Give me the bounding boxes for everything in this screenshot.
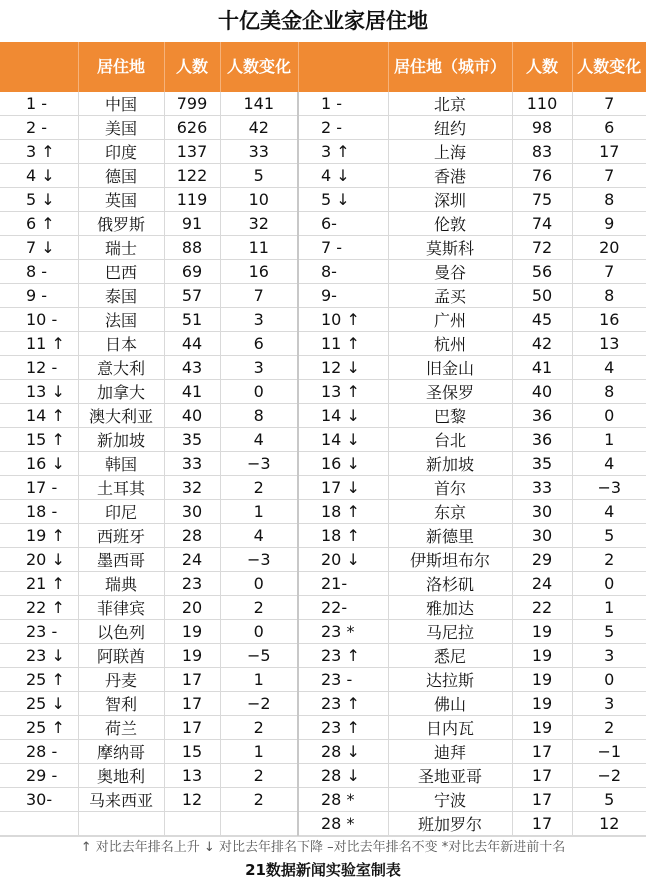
city-rank-cell: 12 ↓: [298, 356, 388, 380]
table-row: [0, 740, 646, 764]
city-rank-cell: 11 ↑: [298, 332, 388, 356]
table-row: [0, 140, 646, 164]
city-count-cell: 35: [512, 452, 572, 476]
city-place-cell: 上海: [388, 140, 512, 164]
country-place-cell: 印度: [78, 140, 164, 164]
table-row: [0, 356, 646, 380]
table-row: [0, 716, 646, 740]
city-count-cell: 17: [512, 788, 572, 812]
header-city-place: 居住地（城市）: [388, 42, 512, 92]
country-count-cell: 51: [164, 308, 220, 332]
city-rank-cell: 6-: [298, 212, 388, 236]
city-change-cell: −1: [572, 740, 646, 764]
city-count-cell: 19: [512, 716, 572, 740]
city-count-cell: 17: [512, 740, 572, 764]
city-place-cell: 纽约: [388, 116, 512, 140]
country-rank-cell: 17 -: [0, 476, 78, 500]
table-row: [0, 500, 646, 524]
country-place-cell: 摩纳哥: [78, 740, 164, 764]
city-place-cell: 佛山: [388, 692, 512, 716]
city-count-cell: 98: [512, 116, 572, 140]
city-count-cell: 42: [512, 332, 572, 356]
country-rank-cell: 28 -: [0, 740, 78, 764]
city-rank-cell: 14 ↓: [298, 428, 388, 452]
table-row: [0, 668, 646, 692]
city-place-cell: 旧金山: [388, 356, 512, 380]
country-place-cell: 瑞典: [78, 572, 164, 596]
header-country-change: 人数变化: [220, 42, 298, 92]
country-count-cell: 57: [164, 284, 220, 308]
table-row: [0, 404, 646, 428]
country-rank-cell: [0, 812, 78, 836]
country-place-cell: 墨西哥: [78, 548, 164, 572]
city-place-cell: 洛杉矶: [388, 572, 512, 596]
country-rank-cell: 19 ↑: [0, 524, 78, 548]
city-change-cell: 5: [572, 788, 646, 812]
country-place-cell: 德国: [78, 164, 164, 188]
table-row: [0, 308, 646, 332]
country-count-cell: 32: [164, 476, 220, 500]
city-rank-cell: 4 ↓: [298, 164, 388, 188]
city-rank-cell: 7 -: [298, 236, 388, 260]
country-count-cell: 19: [164, 644, 220, 668]
city-count-cell: 24: [512, 572, 572, 596]
city-change-cell: 0: [572, 404, 646, 428]
country-count-cell: 17: [164, 692, 220, 716]
city-count-cell: 22: [512, 596, 572, 620]
country-change-cell: 10: [220, 188, 298, 212]
city-rank-cell: 10 ↑: [298, 308, 388, 332]
country-change-cell: 2: [220, 596, 298, 620]
table-header-row: [0, 42, 646, 92]
country-rank-cell: 23 -: [0, 620, 78, 644]
country-count-cell: 19: [164, 620, 220, 644]
country-rank-cell: 30-: [0, 788, 78, 812]
city-change-cell: 7: [572, 164, 646, 188]
country-count-cell: 20: [164, 596, 220, 620]
table-row: [0, 644, 646, 668]
country-rank-cell: 2 -: [0, 116, 78, 140]
country-change-cell: 0: [220, 572, 298, 596]
legend-note: ↑ 对比去年排名上升 ↓ 对比去年排名下降 –对比去年排名不变 *对比去年新进前十名: [0, 836, 646, 859]
country-change-cell: 2: [220, 788, 298, 812]
country-count-cell: 33: [164, 452, 220, 476]
city-count-cell: 19: [512, 644, 572, 668]
country-change-cell: −3: [220, 452, 298, 476]
country-rank-cell: 25 ↑: [0, 716, 78, 740]
country-rank-cell: 13 ↓: [0, 380, 78, 404]
country-rank-cell: 8 -: [0, 260, 78, 284]
city-rank-cell: 23 ↑: [298, 692, 388, 716]
country-place-cell: 奥地利: [78, 764, 164, 788]
country-rank-cell: 20 ↓: [0, 548, 78, 572]
country-place-cell: 西班牙: [78, 524, 164, 548]
table-row: [0, 548, 646, 572]
country-place-cell: 新加坡: [78, 428, 164, 452]
city-count-cell: 19: [512, 668, 572, 692]
city-place-cell: 班加罗尔: [388, 812, 512, 836]
country-change-cell: 0: [220, 620, 298, 644]
table-row: [0, 92, 646, 116]
country-rank-cell: 16 ↓: [0, 452, 78, 476]
city-rank-cell: 18 ↑: [298, 500, 388, 524]
city-change-cell: 1: [572, 428, 646, 452]
city-count-cell: 56: [512, 260, 572, 284]
city-change-cell: 17: [572, 140, 646, 164]
country-count-cell: 69: [164, 260, 220, 284]
city-place-cell: 莫斯科: [388, 236, 512, 260]
country-count-cell: 24: [164, 548, 220, 572]
country-change-cell: −5: [220, 644, 298, 668]
country-place-cell: 智利: [78, 692, 164, 716]
country-change-cell: 3: [220, 356, 298, 380]
city-place-cell: 曼谷: [388, 260, 512, 284]
city-place-cell: 马尼拉: [388, 620, 512, 644]
city-count-cell: 50: [512, 284, 572, 308]
city-place-cell: 伊斯坦布尔: [388, 548, 512, 572]
country-change-cell: 7: [220, 284, 298, 308]
city-rank-cell: 22-: [298, 596, 388, 620]
country-rank-cell: 9 -: [0, 284, 78, 308]
country-rank-cell: 25 ↑: [0, 668, 78, 692]
page-title: 十亿美金企业家居住地: [218, 9, 428, 33]
city-rank-cell: 17 ↓: [298, 476, 388, 500]
country-place-cell: 俄罗斯: [78, 212, 164, 236]
city-rank-cell: 23 -: [298, 668, 388, 692]
city-rank-cell: 8-: [298, 260, 388, 284]
city-change-cell: 4: [572, 500, 646, 524]
city-place-cell: 伦敦: [388, 212, 512, 236]
country-rank-cell: 10 -: [0, 308, 78, 332]
country-count-cell: 12: [164, 788, 220, 812]
country-place-cell: 丹麦: [78, 668, 164, 692]
country-place-cell: 韩国: [78, 452, 164, 476]
country-change-cell: 33: [220, 140, 298, 164]
table-row: [0, 596, 646, 620]
country-change-cell: 1: [220, 740, 298, 764]
city-place-cell: 圣保罗: [388, 380, 512, 404]
country-count-cell: 43: [164, 356, 220, 380]
city-rank-cell: 5 ↓: [298, 188, 388, 212]
table-row: [0, 692, 646, 716]
city-place-cell: 台北: [388, 428, 512, 452]
city-rank-cell: 21-: [298, 572, 388, 596]
city-rank-cell: 13 ↑: [298, 380, 388, 404]
city-place-cell: 悉尼: [388, 644, 512, 668]
city-place-cell: 新德里: [388, 524, 512, 548]
city-place-cell: 巴黎: [388, 404, 512, 428]
city-place-cell: 日内瓦: [388, 716, 512, 740]
city-rank-cell: 23 ↑: [298, 644, 388, 668]
header-country-count: 人数: [164, 42, 220, 92]
city-count-cell: 110: [512, 92, 572, 116]
table-row: [0, 212, 646, 236]
country-count-cell: 23: [164, 572, 220, 596]
country-place-cell: 日本: [78, 332, 164, 356]
country-change-cell: 6: [220, 332, 298, 356]
country-rank-cell: 1 -: [0, 92, 78, 116]
table-row: [0, 812, 646, 836]
city-change-cell: 8: [572, 284, 646, 308]
table-row: [0, 452, 646, 476]
country-change-cell: 42: [220, 116, 298, 140]
country-rank-cell: 22 ↑: [0, 596, 78, 620]
city-rank-cell: 28 *: [298, 788, 388, 812]
table-row: [0, 572, 646, 596]
country-place-cell: 巴西: [78, 260, 164, 284]
country-change-cell: 4: [220, 524, 298, 548]
city-place-cell: 圣地亚哥: [388, 764, 512, 788]
city-count-cell: 76: [512, 164, 572, 188]
country-place-cell: 中国: [78, 92, 164, 116]
city-change-cell: 20: [572, 236, 646, 260]
table-row: [0, 116, 646, 140]
country-change-cell: 11: [220, 236, 298, 260]
city-change-cell: 5: [572, 620, 646, 644]
city-change-cell: −3: [572, 476, 646, 500]
country-place-cell: 澳大利亚: [78, 404, 164, 428]
header-city-count: 人数: [512, 42, 572, 92]
country-count-cell: 15: [164, 740, 220, 764]
country-place-cell: 法国: [78, 308, 164, 332]
country-count-cell: 35: [164, 428, 220, 452]
country-place-cell: 印尼: [78, 500, 164, 524]
country-place-cell: [78, 812, 164, 836]
city-rank-cell: 2 -: [298, 116, 388, 140]
country-place-cell: 菲律宾: [78, 596, 164, 620]
city-change-cell: 2: [572, 716, 646, 740]
country-change-cell: 2: [220, 764, 298, 788]
city-change-cell: 4: [572, 452, 646, 476]
city-change-cell: 9: [572, 212, 646, 236]
country-place-cell: 英国: [78, 188, 164, 212]
city-place-cell: 宁波: [388, 788, 512, 812]
country-change-cell: 5: [220, 164, 298, 188]
city-count-cell: 36: [512, 428, 572, 452]
city-change-cell: 8: [572, 380, 646, 404]
city-count-cell: 30: [512, 524, 572, 548]
country-rank-cell: 21 ↑: [0, 572, 78, 596]
header-city-rank: [298, 42, 388, 92]
country-count-cell: 40: [164, 404, 220, 428]
city-place-cell: 新加坡: [388, 452, 512, 476]
table-row: [0, 284, 646, 308]
country-change-cell: 2: [220, 716, 298, 740]
table-row: [0, 524, 646, 548]
country-rank-cell: 6 ↑: [0, 212, 78, 236]
country-count-cell: 119: [164, 188, 220, 212]
city-place-cell: 香港: [388, 164, 512, 188]
country-place-cell: 以色列: [78, 620, 164, 644]
city-count-cell: 29: [512, 548, 572, 572]
header-country-place: 居住地: [78, 42, 164, 92]
city-count-cell: 33: [512, 476, 572, 500]
country-change-cell: [220, 812, 298, 836]
country-count-cell: 17: [164, 716, 220, 740]
country-count-cell: 91: [164, 212, 220, 236]
city-place-cell: 达拉斯: [388, 668, 512, 692]
header-city-change: 人数变化: [572, 42, 646, 92]
country-place-cell: 土耳其: [78, 476, 164, 500]
city-count-cell: 41: [512, 356, 572, 380]
country-change-cell: 4: [220, 428, 298, 452]
header-country-rank: [0, 42, 78, 92]
city-rank-cell: 9-: [298, 284, 388, 308]
city-rank-cell: 20 ↓: [298, 548, 388, 572]
city-change-cell: 0: [572, 572, 646, 596]
city-change-cell: 3: [572, 644, 646, 668]
table-row: [0, 788, 646, 812]
table-body: [0, 92, 646, 836]
country-place-cell: 美国: [78, 116, 164, 140]
country-count-cell: [164, 812, 220, 836]
city-count-cell: 45: [512, 308, 572, 332]
city-place-cell: 北京: [388, 92, 512, 116]
city-count-cell: 17: [512, 764, 572, 788]
country-rank-cell: 12 -: [0, 356, 78, 380]
city-place-cell: 雅加达: [388, 596, 512, 620]
country-count-cell: 122: [164, 164, 220, 188]
city-place-cell: 广州: [388, 308, 512, 332]
country-change-cell: 16: [220, 260, 298, 284]
city-change-cell: 6: [572, 116, 646, 140]
city-change-cell: 12: [572, 812, 646, 836]
country-rank-cell: 14 ↑: [0, 404, 78, 428]
country-rank-cell: 23 ↓: [0, 644, 78, 668]
city-count-cell: 75: [512, 188, 572, 212]
country-change-cell: 0: [220, 380, 298, 404]
country-rank-cell: 18 -: [0, 500, 78, 524]
country-place-cell: 荷兰: [78, 716, 164, 740]
city-count-cell: 17: [512, 812, 572, 836]
city-count-cell: 19: [512, 692, 572, 716]
city-change-cell: 4: [572, 356, 646, 380]
city-count-cell: 74: [512, 212, 572, 236]
city-change-cell: 8: [572, 188, 646, 212]
country-count-cell: 28: [164, 524, 220, 548]
city-count-cell: 30: [512, 500, 572, 524]
city-place-cell: 深圳: [388, 188, 512, 212]
table-row: [0, 260, 646, 284]
city-place-cell: 孟买: [388, 284, 512, 308]
country-rank-cell: 4 ↓: [0, 164, 78, 188]
country-rank-cell: 29 -: [0, 764, 78, 788]
ranking-table: [0, 42, 646, 836]
city-change-cell: 7: [572, 260, 646, 284]
country-change-cell: −2: [220, 692, 298, 716]
country-change-cell: 3: [220, 308, 298, 332]
city-change-cell: 0: [572, 668, 646, 692]
table-row: [0, 620, 646, 644]
city-rank-cell: 18 ↑: [298, 524, 388, 548]
country-change-cell: 8: [220, 404, 298, 428]
city-place-cell: 杭州: [388, 332, 512, 356]
city-rank-cell: 16 ↓: [298, 452, 388, 476]
city-rank-cell: 28 ↓: [298, 740, 388, 764]
footer-credit: 21数据新闻实验室制表: [0, 859, 646, 882]
country-rank-cell: 3 ↑: [0, 140, 78, 164]
city-change-cell: 5: [572, 524, 646, 548]
country-change-cell: 32: [220, 212, 298, 236]
country-rank-cell: 25 ↓: [0, 692, 78, 716]
country-count-cell: 88: [164, 236, 220, 260]
table-row: [0, 428, 646, 452]
country-place-cell: 瑞士: [78, 236, 164, 260]
country-change-cell: 141: [220, 92, 298, 116]
city-rank-cell: 1 -: [298, 92, 388, 116]
country-rank-cell: 15 ↑: [0, 428, 78, 452]
table-row: [0, 164, 646, 188]
country-place-cell: 阿联酋: [78, 644, 164, 668]
country-count-cell: 137: [164, 140, 220, 164]
country-place-cell: 马来西亚: [78, 788, 164, 812]
country-change-cell: 1: [220, 668, 298, 692]
table-row: [0, 380, 646, 404]
country-count-cell: 30: [164, 500, 220, 524]
table-row: [0, 764, 646, 788]
city-change-cell: 7: [572, 92, 646, 116]
city-rank-cell: 28 *: [298, 812, 388, 836]
city-rank-cell: 14 ↓: [298, 404, 388, 428]
city-change-cell: 3: [572, 692, 646, 716]
city-change-cell: 2: [572, 548, 646, 572]
city-count-cell: 72: [512, 236, 572, 260]
country-rank-cell: 5 ↓: [0, 188, 78, 212]
city-rank-cell: 23 *: [298, 620, 388, 644]
country-count-cell: 13: [164, 764, 220, 788]
city-change-cell: 16: [572, 308, 646, 332]
country-count-cell: 799: [164, 92, 220, 116]
country-rank-cell: 7 ↓: [0, 236, 78, 260]
country-count-cell: 44: [164, 332, 220, 356]
city-rank-cell: 3 ↑: [298, 140, 388, 164]
country-place-cell: 加拿大: [78, 380, 164, 404]
city-rank-cell: 23 ↑: [298, 716, 388, 740]
city-count-cell: 36: [512, 404, 572, 428]
city-rank-cell: 28 ↓: [298, 764, 388, 788]
country-count-cell: 17: [164, 668, 220, 692]
table-row: [0, 476, 646, 500]
city-change-cell: −2: [572, 764, 646, 788]
country-change-cell: 2: [220, 476, 298, 500]
city-count-cell: 40: [512, 380, 572, 404]
country-rank-cell: 11 ↑: [0, 332, 78, 356]
city-place-cell: 东京: [388, 500, 512, 524]
table-row: [0, 236, 646, 260]
country-change-cell: −3: [220, 548, 298, 572]
country-place-cell: 泰国: [78, 284, 164, 308]
country-count-cell: 41: [164, 380, 220, 404]
city-place-cell: 首尔: [388, 476, 512, 500]
table-row: [0, 332, 646, 356]
city-change-cell: 13: [572, 332, 646, 356]
city-count-cell: 83: [512, 140, 572, 164]
country-place-cell: 意大利: [78, 356, 164, 380]
city-change-cell: 1: [572, 596, 646, 620]
country-change-cell: 1: [220, 500, 298, 524]
city-count-cell: 19: [512, 620, 572, 644]
country-count-cell: 626: [164, 116, 220, 140]
city-place-cell: 迪拜: [388, 740, 512, 764]
table-row: [0, 188, 646, 212]
